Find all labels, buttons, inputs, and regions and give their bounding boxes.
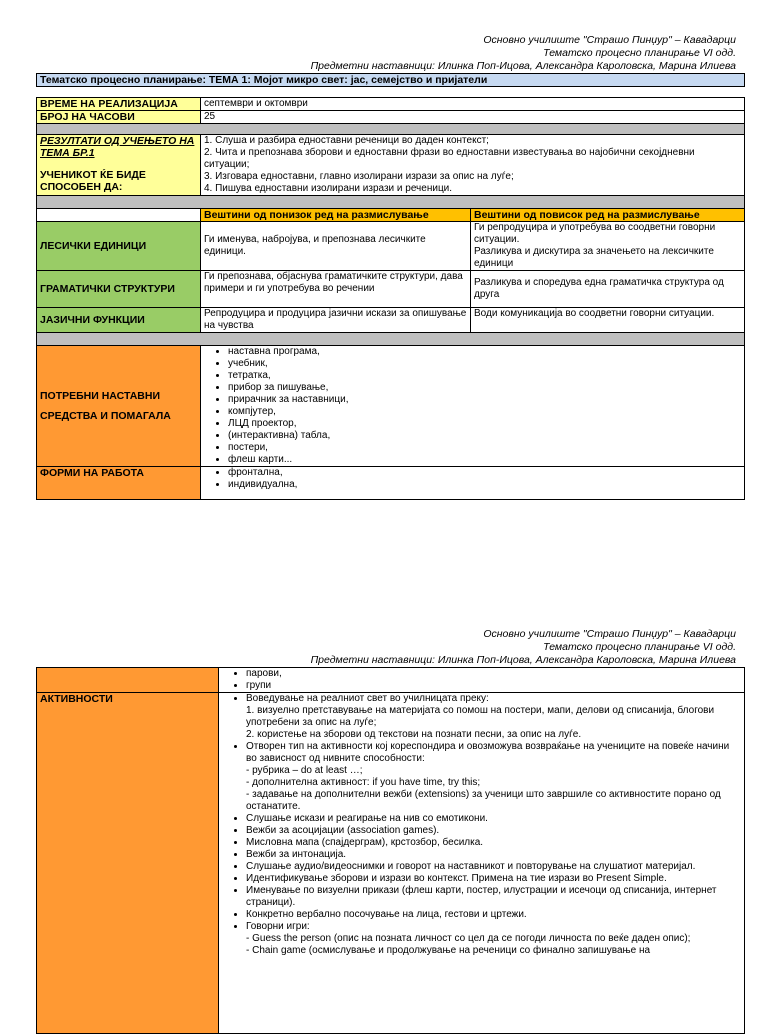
activity-item [246,693,741,741]
resource-item: • учебник, [228,358,741,370]
form-item: • индивидуална, [228,479,741,491]
row-grammar-higher: Разликува и споредува една граматичка структура од друга [471,271,745,308]
page-header [36,34,744,73]
topic-title: Тематско процесно планирање: ТЕМА 1: Мојот микро свет: јас, семејство и пријатели [37,74,745,87]
teachers: Предметни наставници: Илинка Поп-Ицова, Александра Кароловска, Марина Илиева [310,654,736,666]
resource-item: • ЛЦД проектор, [228,418,741,430]
activity-item: • Вежби за интонација. [246,849,741,861]
plan-title: Тематско процесно планирање VI одд. [543,641,736,653]
results-label [37,135,201,196]
row-label-grammar: ГРАМАТИЧКИ СТРУКТУРИ [37,271,201,308]
activity-sub: 1. визуелно претставување на материјата со помош на постери, мапи, делови од списанија, блогови употребени за опис на луѓе; [246,705,715,728]
row-grammar-lower: Ги препознава, објаснува граматичките структури, дава примери и ги употребува во речении [201,271,471,308]
row-lexical-higher: Ги репродуцира и употребува во соодветни говорни ситуации. Разликува и дискутира за значењето на лексичките единици [471,222,745,271]
resource-item: • наставна програма, [228,346,741,358]
row-label-lexical: ЛЕСИЧКИ ЕДИНИЦИ [37,222,201,271]
activity-text: • Воведување на реалниот свет во училницата преку: [246,693,489,704]
activities-label: АКТИВНОСТИ [37,693,219,1034]
resources-cell [201,346,745,467]
teachers: Предметни наставници: Илинка Поп-Ицова, Александра Кароловска, Марина Илиева [310,60,736,72]
result-item: 1. Слуша и разбира едноставни реченици во даден контекст; [204,135,489,146]
time-value: септември и октомври [201,98,745,111]
activity-sub: - рубрика – do at least …; [246,765,363,776]
time-label: ВРЕМЕ НА РЕАЛИЗАЦИЈА [37,98,201,111]
activity-text: • Отворен тип на активности кој кореспондира и овозможува возвраќање на учениците на повеќе начини во зависност од нивните способности: [246,741,730,764]
activity-item: • Слушање искази и реагирање на нив со емотикони. [246,813,741,825]
activities-table [36,667,745,1034]
resource-item: • (интерактивна) табла, [228,430,741,442]
activity-sub: 2. користење на зборови од текстови на познати песни, за опис на луѓе. [246,729,582,740]
school-name: Основно училиште "Страшо Пинџур" – Кавадарци [483,34,736,46]
plan-table [36,73,745,500]
activity-item: • Идентификување зборови и изрази во контекст. Примена на тие изрази во Present Simple. [246,873,741,885]
row-label-functions: ЈАЗИЧНИ ФУНКЦИИ [37,308,201,333]
result-item: 2. Чита и препознава зборови и едноставни фрази во едноставни известувања во најобични секојдневни ситуации; [204,147,695,170]
empty-cell [37,209,201,222]
activity-item: • Именување по визуелни прикази (флеш карти, постер, илустрации и исечоци од списанија, интернет страници). [246,885,741,909]
school-name: Основно училиште "Страшо Пинџур" – Кавадарци [483,628,736,640]
form-item: • групи [246,680,741,692]
results-label-title: РЕЗУЛТАТИ ОД УЧЕЊЕТО НА ТЕМА БР.1 [40,135,195,159]
activity-item: • Вежби за асоцијации (association games). [246,825,741,837]
page-1 [36,34,744,500]
hours-label: БРОЈ НА ЧАСОВИ [37,111,201,124]
results-list [201,135,745,196]
activity-item: • Конкретно вербално посочување на лица, гестови и цртежи. [246,909,741,921]
forms-label: ФОРМИ НА РАБОТА [37,467,201,500]
hours-value: 25 [201,111,745,124]
col-lower-header: Вештини од понизок ред на размислување [201,209,471,222]
forms-label-cont [37,668,219,693]
resource-item: • тетратка, [228,370,741,382]
activity-sub: - Guess the person (опис на позната личност со цел да се погоди личноста по веќе даден опис); [246,933,691,944]
resource-item: • прирачник за наставници, [228,394,741,406]
resource-item: • флеш карти... [228,454,741,466]
form-item: • парови, [246,668,741,680]
forms-cell [201,467,745,500]
activities-cell [219,693,745,1034]
resource-item: • постери, [228,442,741,454]
resources-label: ПОТРЕБНИ НАСТАВНИ СРЕДСТВА И ПОМАГАЛА [37,346,201,467]
form-item: • фронтална, [228,467,741,479]
results-label-sub: УЧЕНИКОТ ЌЕ БИДЕ СПОСОБЕН ДА: [40,169,146,193]
activity-sub: - Chain game (осмислување и продолжување на реченици со финално запишување на [246,945,651,956]
result-item: 3. Изговара едноставни, главно изолирани изрази за опис на луѓе; [204,171,514,182]
activity-sub: - дополнителна активност: if you have time, try this; [246,777,481,788]
resource-item: • прибор за пишување, [228,382,741,394]
activity-text: • Говорни игри: [246,921,310,932]
resource-item: • компјутер, [228,406,741,418]
activity-item: • Слушање аудио/видеоснимки и говорот на наставникот и повторување на слушатиот материјал. [246,861,741,873]
activity-item [246,741,741,813]
page-header [36,628,744,667]
row-functions-lower: Репродуцира и продуцира јазични искази за опишување на чувства [201,308,471,333]
activity-sub: - задавање на дополнителни вежби (extensions) за ученици што завршиле со активностите порано од останатите. [246,789,721,812]
result-item: 4. Пишува едноставни изолирани изрази и реченици. [204,183,453,194]
row-functions-higher: Води комуникација во соодветни говорни ситуации. [471,308,745,333]
activity-item: • Мисловна мапа (спајдерграм), крстозбор, бесилка. [246,837,741,849]
forms-cont-cell [219,668,745,693]
page-2 [36,628,744,1034]
row-lexical-lower: Ги именува, набројува, и препознава лесичките единици. [201,222,471,271]
activity-item [246,921,741,957]
plan-title: Тематско процесно планирање VI одд. [543,47,736,59]
col-higher-header: Вештини од повисок ред на размислување [471,209,745,222]
